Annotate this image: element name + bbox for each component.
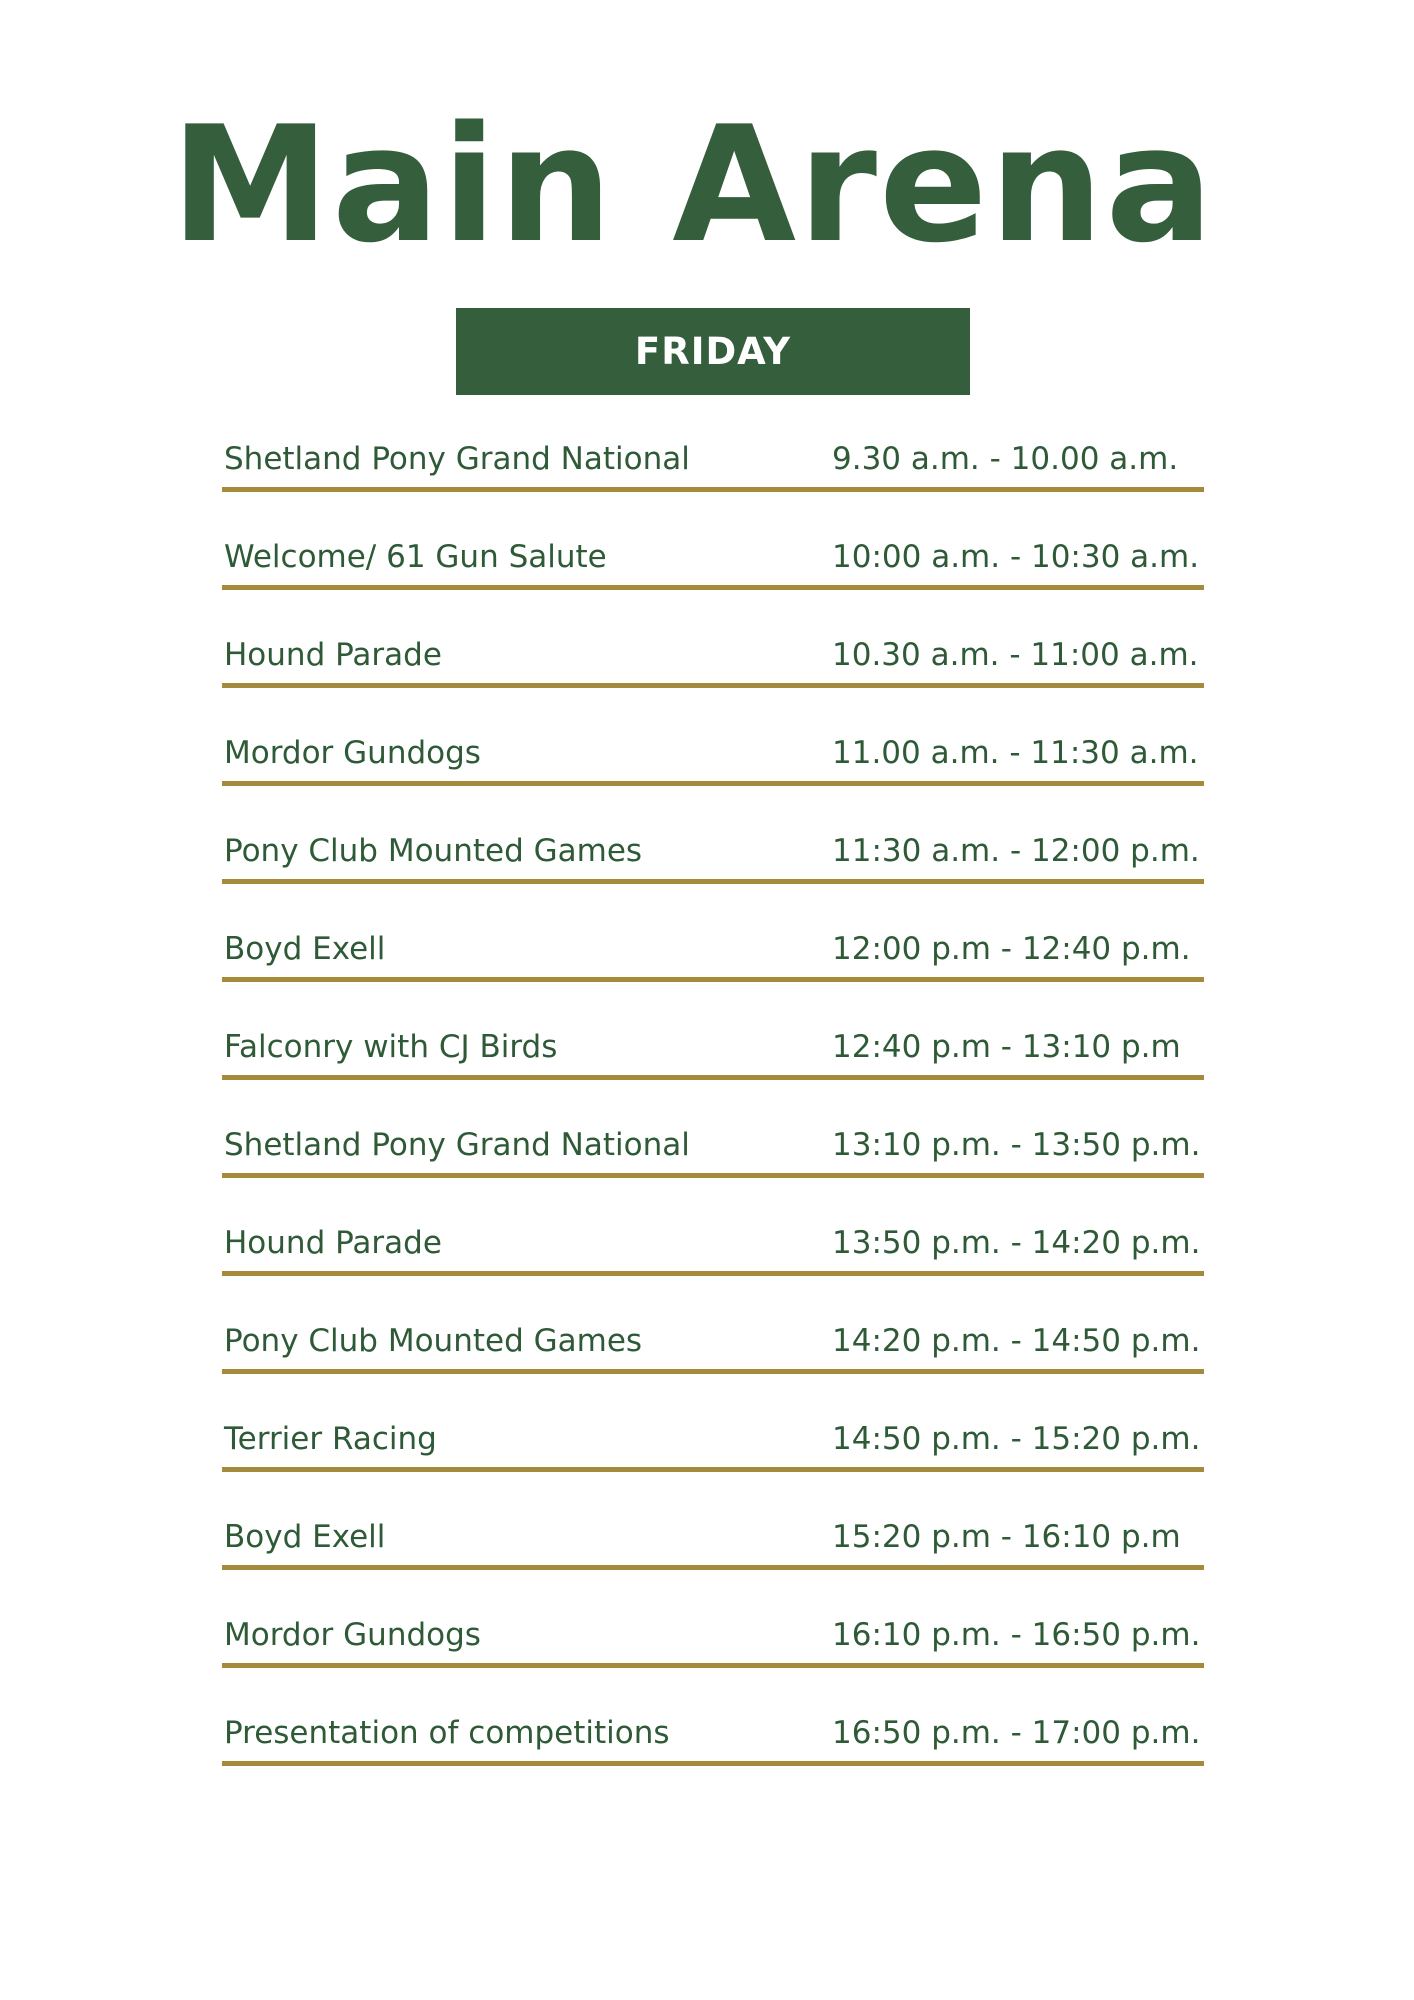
row-divider [222,879,1204,884]
schedule-row [222,907,1204,1005]
schedule-row [222,1005,1204,1103]
row-divider [222,1565,1204,1570]
row-divider [222,1663,1204,1668]
schedule-row [222,613,1204,711]
event-name: Hound Parade [224,637,442,673]
schedule-row [222,1593,1204,1691]
schedule-row [222,1397,1204,1495]
event-time: 11.00 a.m. - 11:30 a.m. [832,735,1199,771]
row-divider [222,1761,1204,1766]
event-time: 9.30 a.m. - 10.00 a.m. [832,441,1179,477]
event-time: 12:00 p.m - 12:40 p.m. [832,931,1191,967]
event-name: Mordor Gundogs [224,1617,481,1653]
event-name: Welcome/ 61 Gun Salute [224,539,607,575]
schedule-row [222,1299,1204,1397]
row-divider [222,1271,1204,1276]
schedule-row [222,809,1204,907]
event-name: Shetland Pony Grand National [224,441,690,477]
event-time: 13:10 p.m. - 13:50 p.m. [832,1127,1201,1163]
event-time: 13:50 p.m. - 14:20 p.m. [832,1225,1201,1261]
schedule-row [222,1691,1204,1789]
event-time: 16:10 p.m. - 16:50 p.m. [832,1617,1201,1653]
schedule-row [222,417,1204,515]
row-divider [222,1173,1204,1178]
schedule-row [222,515,1204,613]
row-divider [222,683,1204,688]
event-name: Terrier Racing [224,1421,437,1457]
event-name: Pony Club Mounted Games [224,833,643,869]
event-time: 11:30 a.m. - 12:00 p.m. [832,833,1200,869]
event-name: Boyd Exell [224,931,386,967]
schedule-row [222,1201,1204,1299]
row-divider [222,781,1204,786]
event-name: Mordor Gundogs [224,735,481,771]
event-name: Pony Club Mounted Games [224,1323,643,1359]
event-time: 12:40 p.m - 13:10 p.m [832,1029,1181,1065]
event-name: Hound Parade [224,1225,442,1261]
row-divider [222,977,1204,982]
event-name: Presentation of competitions [224,1715,670,1751]
schedule-row [222,1495,1204,1593]
row-divider [222,487,1204,492]
day-banner [456,308,970,395]
event-time: 15:20 p.m - 16:10 p.m [832,1519,1181,1555]
event-time: 14:50 p.m. - 15:20 p.m. [832,1421,1201,1457]
row-divider [222,1369,1204,1374]
row-divider [222,1467,1204,1472]
schedule-list [222,417,1204,1789]
event-name: Shetland Pony Grand National [224,1127,690,1163]
event-time: 14:20 p.m. - 14:50 p.m. [832,1323,1201,1359]
schedule-row [222,1103,1204,1201]
event-time: 10.30 a.m. - 11:00 a.m. [832,637,1199,673]
event-name: Falconry with CJ Birds [224,1029,558,1065]
event-time: 10:00 a.m. - 10:30 a.m. [832,539,1200,575]
day-label: FRIDAY [634,330,792,373]
row-divider [222,585,1204,590]
event-time: 16:50 p.m. - 17:00 p.m. [832,1715,1201,1751]
schedule-row [222,711,1204,809]
page-title: Main Arena [170,91,1216,278]
event-name: Boyd Exell [224,1519,386,1555]
row-divider [222,1075,1204,1080]
